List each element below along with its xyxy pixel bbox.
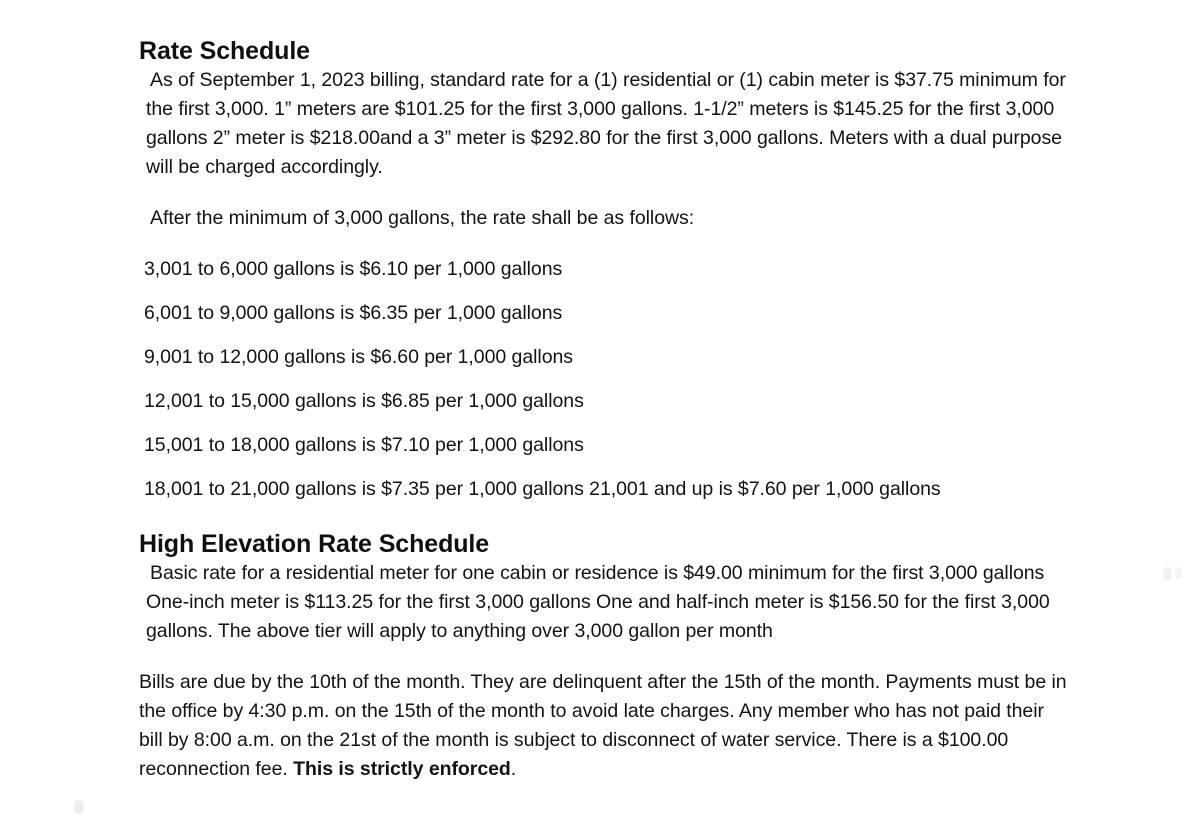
scan-artifact-right-1 xyxy=(1163,567,1172,580)
rate-schedule-heading: Rate Schedule xyxy=(139,37,310,65)
rate-tier-item: 18,001 to 21,000 gallons is $7.35 per 1,000 gallons 21,001 and up is $7.60 per 1,000 gallons xyxy=(144,478,941,500)
rate-schedule-intro-paragraph: As of September 1, 2023 billing, standard rate for a (1) residential or (1) cabin meter is $37.75 minimum for the first 3,000. 1” meters are $101.25 for the first 3,000 gallons. 1-1/2” meters is $145.25 for the first 3,000 gallons 2” meter is $218.00and a 3” meter is $292.80 for the first 3,000 gallons. Meters with a dual purpose will be charged accordingly. xyxy=(146,69,1066,178)
rate-follows-line: After the minimum of 3,000 gallons, the rate shall be as follows: xyxy=(150,207,695,229)
rate-tier-list xyxy=(139,255,1069,504)
rate-tier-item: 12,001 to 15,000 gallons is $6.85 per 1,000 gallons xyxy=(144,390,584,412)
document-body xyxy=(139,36,1069,806)
rate-tier-item: 3,001 to 6,000 gallons is $6.10 per 1,000 gallons xyxy=(144,258,563,280)
billing-notice-period: . xyxy=(510,758,517,780)
rate-tier-item: 15,001 to 18,000 gallons is $7.10 per 1,000 gallons xyxy=(144,434,584,456)
high-elevation-rate-schedule-heading: High Elevation Rate Schedule xyxy=(139,530,490,558)
rate-tier-item: 9,001 to 12,000 gallons is $6.60 per 1,000 gallons xyxy=(144,346,573,368)
high-elevation-intro-paragraph: Basic rate for a residential meter for one cabin or residence is $49.00 minimum for the first 3,000 gallons One-inch meter is $113.25 for the first 3,000 gallons One and half-inch meter is $156.50 for the first 3,000 gallons. The above tier will apply to anything over 3,000 gallon per month xyxy=(146,562,1050,642)
billing-notice-text: Bills are due by the 10th of the month. They are delinquent after the 15th of the month. Payments must be in the office by 4:30 p.m. on the 15th of the month to avoid late charges. Any member who has not paid their bill by 8:00 a.m. on the 21st of the month is subject to disconnect of water service. There is a $100.00 reconnection fee. xyxy=(139,671,1067,780)
scan-artifact-bottom-left xyxy=(74,800,84,814)
section-spacer xyxy=(139,519,1069,529)
scan-artifact-right-2 xyxy=(1175,567,1182,579)
billing-notice-paragraph xyxy=(139,668,1069,784)
billing-notice-emphasis: This is strictly enforced xyxy=(293,758,511,780)
rate-tier-item: 6,001 to 9,000 gallons is $6.35 per 1,000 gallons xyxy=(144,302,563,324)
